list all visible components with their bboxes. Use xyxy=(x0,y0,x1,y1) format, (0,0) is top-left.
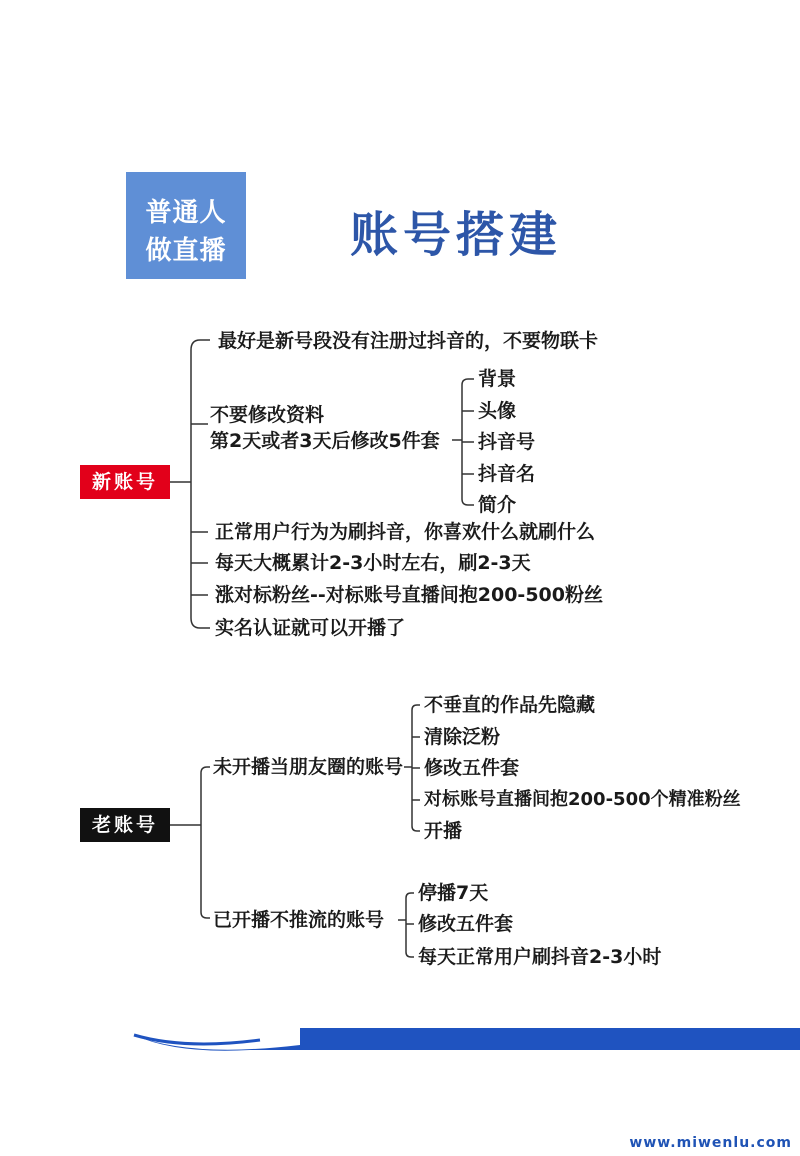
badge-line-2: 做直播 xyxy=(145,236,227,266)
modify-sub-item: 简介 xyxy=(478,494,517,516)
new-account-tip-6: 实名认证就可以开播了 xyxy=(215,617,406,639)
modify-sub-item: 抖音名 xyxy=(478,463,536,485)
new-account-root: 新账号 xyxy=(80,465,170,499)
modify-sub-item: 抖音号 xyxy=(478,431,536,453)
new-account-tip-3: 正常用户行为为刷抖音，你喜欢什么就刷什么 xyxy=(215,521,596,543)
new-account-tip-4: 每天大概累计2-3小时左右，刷2-3天 xyxy=(215,552,531,574)
modify-sub-item: 背景 xyxy=(478,368,517,390)
old-branch-2-label: 已开播不推流的账号 xyxy=(213,909,385,931)
old-branch-1-item: 清除泛粉 xyxy=(424,726,501,748)
old-branch-2-item: 修改五件套 xyxy=(418,913,514,935)
new-account-tip-1: 最好是新号段没有注册过抖音的，不要物联卡 xyxy=(218,330,599,352)
new-account-modify-line-1: 不要修改资料 xyxy=(210,404,325,426)
new-account-tip-5: 涨对标粉丝--对标账号直播间抱200-500粉丝 xyxy=(215,584,603,606)
modify-sub-item: 头像 xyxy=(478,400,517,422)
old-branch-1-item: 不垂直的作品先隐藏 xyxy=(424,694,596,716)
new-account-modify-line-2: 第2天或者3天后修改5件套 xyxy=(210,430,440,452)
badge-line-1: 普通人 xyxy=(145,198,227,228)
old-branch-2-item: 每天正常用户刷抖音2-3小时 xyxy=(418,946,662,968)
footer-url: www.miwenlu.com xyxy=(629,1135,792,1151)
old-branch-1-item: 对标账号直播间抱200-500个精准粉丝 xyxy=(424,789,741,810)
old-branch-1-item: 开播 xyxy=(424,820,463,842)
footer-wave-band xyxy=(0,1010,800,1070)
page-title: 账号搭建 xyxy=(350,207,563,263)
old-branch-1-item: 修改五件套 xyxy=(424,757,520,779)
header-badge xyxy=(126,172,246,279)
old-account-root: 老账号 xyxy=(80,808,170,842)
old-branch-2-item: 停播7天 xyxy=(418,882,489,904)
old-branch-1-label: 未开播当朋友圈的账号 xyxy=(213,756,404,778)
